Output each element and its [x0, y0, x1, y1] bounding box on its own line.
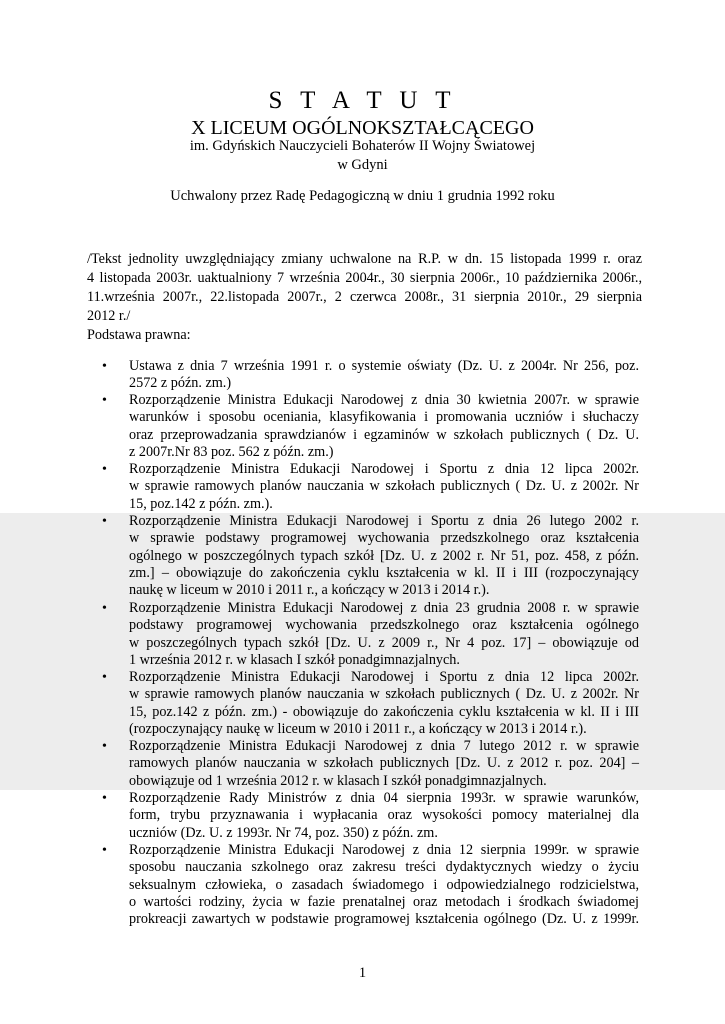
law-line: Rozporządzenie Rady Ministrów z dnia 04 sierpnia 1993r. w sprawie warunków, [129, 790, 639, 806]
law-line: ramowych planów nauczania w szkołach publicznych [Dz. U. z 2012 r. poz. 204] – [129, 755, 639, 772]
law-line: oraz przeprowadzania sprawdzianów i egzaminów w szkołach publicznych ( Dz. U. [129, 426, 639, 443]
law-line: w sprawie ramowych planów nauczania w szkołach publicznych ( Dz. U. z 2002r. Nr [129, 686, 639, 703]
law-line: o wartości rodziny, życia w fazie prenatalnej oraz metodach i środkach świadomej [129, 893, 639, 910]
list-item [0, 600, 725, 669]
law-line: Rozporządzenie Ministra Edukacji Narodowej z dnia 12 sierpnia 1999r. w sprawie [129, 842, 639, 858]
bullet-icon: • [102, 514, 107, 529]
bullet-icon: • [102, 359, 107, 374]
list-item [0, 513, 725, 600]
law-line: warunków i sposobu oceniania, klasyfikowania i promowania uczniów i słuchaczy [129, 409, 639, 426]
unified-text-note [87, 250, 642, 326]
law-line: Rozporządzenie Ministra Edukacji Narodowej i Sportu z dnia 12 lipca 2002r. [129, 461, 639, 477]
law-line: Rozporządzenie Ministra Edukacji Narodowej z dnia 7 lutego 2012 r. w sprawie [129, 738, 639, 754]
unified-text-line: 11.września 2007r., 22.listopada 2007r., 2 czerwca 2008r., 31 sierpnia 2010r., 29 sierpnia [87, 289, 642, 305]
law-line: 15, poz.142 z późn. zm.) - obowiązuje do zakończenia cyklu kształcenia w kl. II i III [129, 703, 639, 720]
law-line: Rozporządzenie Ministra Edukacji Narodowej i Sportu z dnia 12 lipca 2002r. [129, 669, 639, 685]
unified-text-line: /Tekst jednolity uwzględniający zmiany uchwalone na R.P. w dn. 15 listopada 1999 r. oraz [87, 251, 642, 267]
law-line: podstawy programowej wychowania przedszkolnego oraz kształcenia ogólnego [129, 617, 639, 634]
law-line: obowiązuje od 1 września 2012 r. w klasach I szkół ponadgimnazjalnych. [129, 772, 547, 789]
law-line: (rozpoczynający naukę w liceum w 2010 i 2011 r., a kończący w 2013 i 2014 r.). [129, 720, 587, 737]
list-item [0, 358, 725, 392]
bullet-icon: • [102, 791, 107, 806]
law-line: ogólnego w poszczególnych typach szkół [Dz. U. z 2002 r. Nr 51, poz. 458, z późn. [129, 547, 639, 564]
bullet-icon: • [102, 462, 107, 477]
law-line: z 2007r.Nr 83 poz. 562 z późn. zm.) [129, 443, 334, 460]
bullet-icon: • [102, 393, 107, 408]
law-line: Ustawa z dnia 7 września 1991 r. o systemie oświaty (Dz. U. z 2004r. Nr 256, poz. [129, 358, 639, 374]
bullet-icon: • [102, 601, 107, 616]
legal-basis-label: Podstawa prawna: [87, 327, 191, 343]
list-item [0, 738, 725, 790]
law-line: Rozporządzenie Ministra Edukacji Narodowej z dnia 23 grudnia 2008 r. w sprawie [129, 600, 639, 616]
law-line: prokreacji zawartych w podstawie programowej kształcenia ogólnego (Dz. U. z 1999r. [129, 911, 639, 928]
law-line: w sprawie podstawy programowej wychowania przedszkolnego oraz kształcenia [129, 530, 639, 547]
law-line: 15, poz.142 z późn. zm.). [129, 495, 273, 512]
unified-text-line: 4 listopada 2003r. uaktualniony 7 września 2004r., 30 sierpnia 2006r., 10 października 2006r., [87, 270, 642, 286]
document-title: S T A T U T [268, 87, 457, 114]
bullet-icon: • [102, 670, 107, 685]
law-line: sposobu nauczania szkolnego oraz zakresu treści dydaktycznych wiedzy o życiu [129, 859, 639, 876]
page-number: 1 [358, 965, 367, 981]
law-line: w poszczególnych typach szkół [Dz. U. z 2009 r., Nr 4 poz. 17] – obowiązuje od [129, 634, 639, 651]
law-line: seksualnym człowieka, o zasadach świadomego i odpowiedzialnego rodzicielstwa, [129, 876, 639, 893]
law-line: Rozporządzenie Ministra Edukacji Narodowej z dnia 30 kwietnia 2007r. w sprawie [129, 392, 639, 408]
list-item [0, 669, 725, 738]
school-patron: im. Gdyńskich Nauczycieli Bohaterów II Wojny Światowej [189, 138, 536, 154]
list-item [0, 790, 725, 842]
adoption-note: Uchwalony przez Radę Pedagogiczną w dniu 1 grudnia 1992 roku [170, 188, 555, 204]
school-name: X LICEUM OGÓLNOKSZTAŁCĄCEGO [191, 117, 534, 139]
school-city: w Gdyni [337, 157, 388, 173]
list-item [0, 842, 725, 929]
law-line: naukę w liceum w 2010 i 2011 r., a kończący w 2013 i 2014 r.). [129, 582, 490, 599]
law-line: form, trybu przyznawania i wypłacania oraz wysokości pomocy materialnej dla [129, 807, 639, 824]
list-item [0, 461, 725, 513]
law-line: uczniów (Dz. U. z 1993r. Nr 74, poz. 350) z późn. zm. [129, 824, 438, 841]
list-item [0, 392, 725, 461]
bullet-icon: • [102, 843, 107, 858]
law-line: Rozporządzenie Ministra Edukacji Narodowej i Sportu z dnia 26 lutego 2002 r. [129, 513, 639, 529]
law-line: 2572 z późn. zm.) [129, 375, 232, 392]
law-line: 1 września 2012 r. w klasach I szkół ponadgimnazjalnych. [129, 651, 460, 668]
law-line: zm.] – obowiązuje do zakończenia cyklu kształcenia w kl. II i III (rozpoczynający [129, 564, 639, 581]
bullet-icon: • [102, 739, 107, 754]
law-line: w sprawie ramowych planów nauczania w szkołach publicznych ( Dz. U. z 2002r. Nr [129, 478, 639, 495]
unified-text-line: 2012 r./ [87, 308, 131, 324]
